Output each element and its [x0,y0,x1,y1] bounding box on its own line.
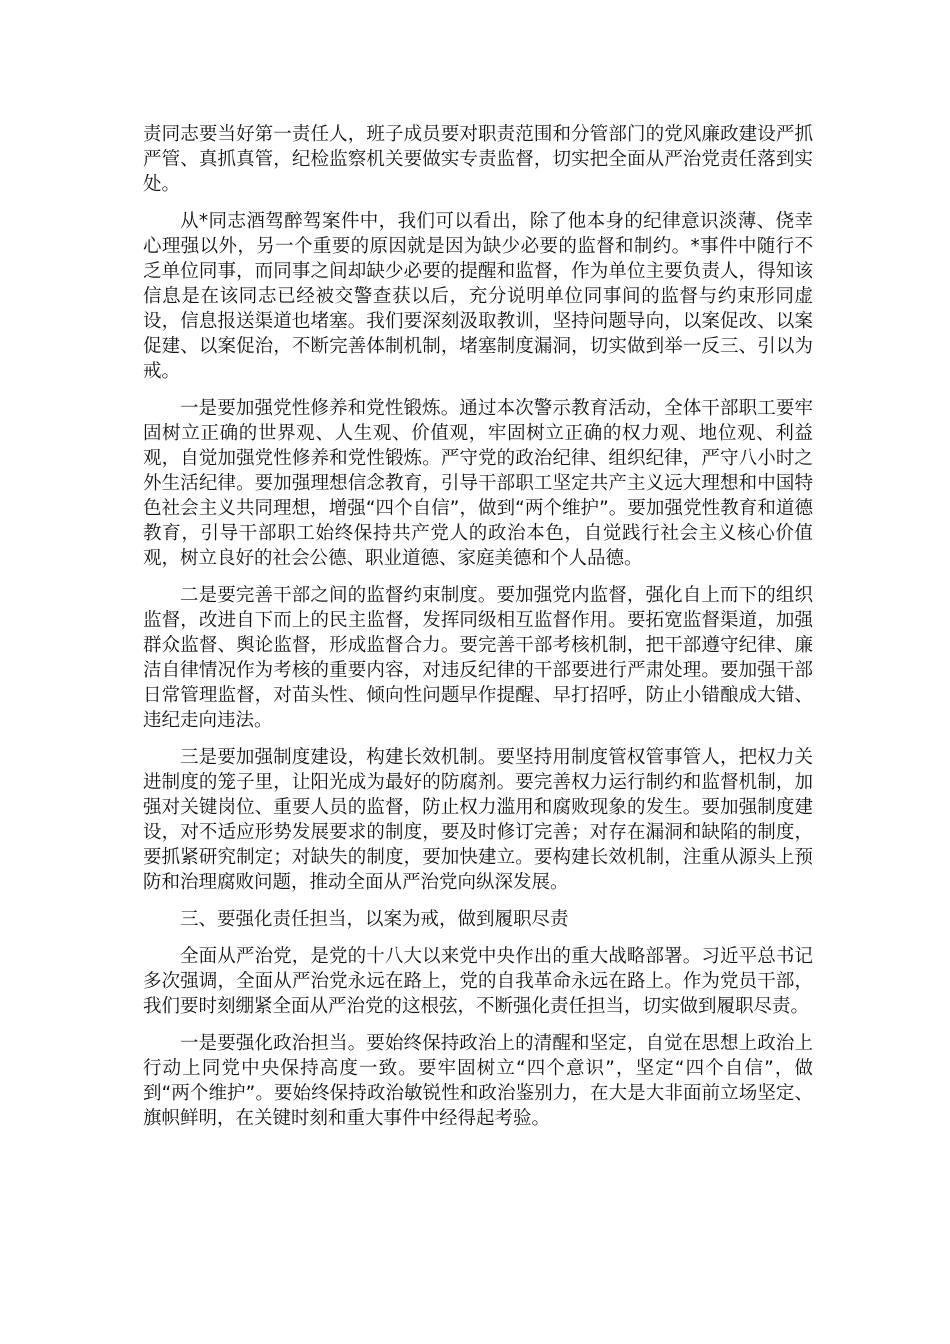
paragraph-responsibility: 责同志要当好第一责任人，班子成员要对职责范围和分管部门的党风廉政建设严抓严管、真抓真管，纪检监察机关要做实专责监督，切实把全面从严治党责任落到实处。 [143,124,813,195]
paragraph-supervision-system: 二是要完善干部之间的监督约束制度。要加强党内监督，强化自上而下的组织监督，改进自下而上的民主监督，发挥同级相互监督作用。要拓宽监督渠道，加强群众监督、舆论监督，形成监督合力。要完善干部考核机制，把干部遵守纪律、廉洁自律情况作为考核的重要内容，对违反纪律的干部要进行严肃处理。要加强干部日常管理监督，对苗头性、倾向性问题早作提醒、早打招呼，防止小错酿成大错、违纪走向违法。 [143,585,813,731]
paragraph-case-analysis: 从*同志酒驾醉驾案件中，我们可以看出，除了他本身的纪律意识淡薄、侥幸心理强以外，另一个重要的原因就是因为缺少必要的监督和制约。*事件中随行不乏单位同事，而同事之间却缺少必要的提醒和监督，作为单位主要负责人，得知该信息是在该同志已经被交警查获以后，充分说明单位同事间的监督与约束形同虚设，信息报送渠道也堵塞。我们要深刻汲取教训，坚持问题导向，以案促改、以案促建、以案促治，不断完善体制机制，堵塞制度漏洞，切实做到举一反三、引以为戒。 [143,211,813,382]
document-page [143,122,813,1143]
paragraph-strict-governance: 全面从严治党，是党的十八大以来党中央作出的重大战略部署。习近平总书记多次强调，全面从严治党永远在路上，党的自我革命永远在路上。作为党员干部，我们要时刻绷紧全面从严治党的这根弦，不断强化责任担当，切实做到履职尽责。 [143,946,813,1017]
paragraph-institution-building: 三是要加强制度建设，构建长效机制。要坚持用制度管权管事管人，把权力关进制度的笼子里，让阳光成为最好的防腐剂。要完善权力运行制约和监督机制，加强对关键岗位、重要人员的监督，防止权力滥用和腐败现象的发生。要加强制度建设，对不适应形势发展要求的制度，要及时修订完善；对存在漏洞和缺陷的制度，要抓紧研究制定；对缺失的制度，要加快建立。要构建长效机制，注重从源头上预防和治理腐败问题，推动全面从严治党向纵深发展。 [143,747,813,893]
paragraph-party-cultivation: 一是要加强党性修养和党性锻炼。通过本次警示教育活动，全体干部职工要牢固树立正确的世界观、人生观、价值观，牢固树立正确的权力观、地位观、利益观，自觉加强党性修养和党性锻炼。严守党的政治纪律、组织纪律，严守八小时之外生活纪律。要加强理想信念教育，引导干部职工坚定共产主义远大理想和中国特色社会主义共同理想，增强“四个自信”，做到“两个维护”。要加强党性教育和道德教育，引导干部职工始终保持共产党人的政治本色，自觉践行社会主义核心价值观，树立良好的社会公德、职业道德、家庭美德和个人品德。 [143,398,813,569]
paragraph-political-responsibility: 一是要强化政治担当。要始终保持政治上的清醒和坚定，自觉在思想上政治上行动上同党中央保持高度一致。要牢固树立“四个意识”，坚定“四个自信”，做到“两个维护”。要始终保持政治敏锐性和政治鉴别力，在大是大非面前立场坚定、旗帜鲜明，在关键时刻和重大事件中经得起考验。 [143,1033,813,1129]
section-heading-responsibility: 三、要强化责任担当，以案为戒，做到履职尽责 [180,909,569,930]
